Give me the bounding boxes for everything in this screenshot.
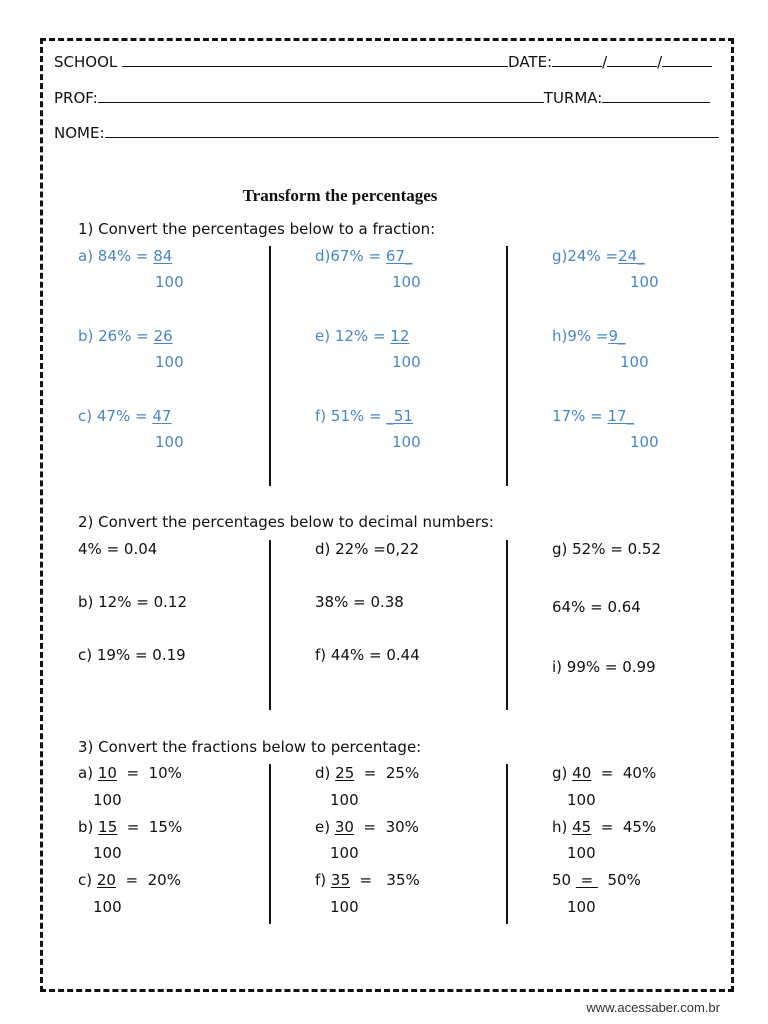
s3-item-f-den: 100 [330,898,359,916]
s2-item: c) 19% = 0.19 [78,646,186,664]
s1-item-d: d)67% = 67_ [315,247,413,265]
s1-item-e: e) 12% = 12 [315,327,410,345]
s3-item-h-den: 100 [567,844,596,862]
s2-item: d) 22% =0,22 [315,540,420,558]
s2-item: 38% = 0.38 [315,593,404,611]
s3-item-c-den: 100 [93,898,122,916]
s3-item-c: c) 20 = 20% [78,871,181,889]
s1-item-f: f) 51% = _51 [315,407,413,425]
column-divider [506,540,508,710]
s1-item-d-den: 100 [392,273,421,291]
s1-item-a-den: 100 [155,273,184,291]
school-row: SCHOOL DATE: / / [54,52,712,71]
s1-item-b-den: 100 [155,353,184,371]
s2-item: g) 52% = 0.52 [552,540,661,558]
s3-item-e: e) 30 = 30% [315,818,419,836]
section3-heading: 3) Convert the fractions below to percentage: [78,738,422,756]
footer-url[interactable]: www.acessaber.com.br [586,1000,720,1015]
s3-item-h: h) 45 = 45% [552,818,657,836]
s1-item-g: g)24% =24_ [552,247,645,265]
s2-item: f) 44% = 0.44 [315,646,420,664]
school-field[interactable] [122,52,508,67]
s3-item-b: b) 15 = 15% [78,818,183,836]
s3-item-i-den: 100 [567,898,596,916]
s2-item: b) 12% = 0.12 [78,593,187,611]
nome-field[interactable] [105,123,719,138]
column-divider [269,764,271,924]
column-divider [506,764,508,924]
turma-label: TURMA: [543,89,603,107]
date-year-field[interactable] [662,52,712,67]
nome-row [54,123,719,142]
section2-heading: 2) Convert the percentages below to decimal numbers: [78,513,494,531]
s3-item-f: f) 35 = 35% [315,871,420,889]
s2-item: 64% = 0.64 [552,598,641,616]
s3-item-a-den: 100 [93,791,122,809]
prof-field[interactable] [98,88,544,103]
turma-field[interactable] [602,88,710,103]
date-label: DATE: [508,53,553,71]
s1-item-c: c) 47% = 47 [78,407,172,425]
s1-item-c-den: 100 [155,433,184,451]
section1-heading: 1) Convert the percentages below to a fraction: [78,220,436,238]
s3-item-i: 50 = 50% [552,871,641,889]
s1-item-i: 17% = 17_ [552,407,635,425]
column-divider [269,540,271,710]
s1-item-i-den: 100 [630,433,659,451]
s1-item-b: b) 26% = 26 [78,327,173,345]
s3-item-b-den: 100 [93,844,122,862]
school-label: SCHOOL [54,53,118,71]
date-month-field[interactable] [607,52,657,67]
s3-item-g-den: 100 [567,791,596,809]
prof-label: PROF: [54,89,98,107]
prof-row [54,88,710,107]
column-divider [506,246,508,486]
s1-item-h: h)9% =9_ [552,327,626,345]
nome-label: NOME: [54,124,105,142]
s3-item-d: d) 25 = 25% [315,764,420,782]
s1-item-h-den: 100 [620,353,649,371]
s2-item: i) 99% = 0.99 [552,658,656,676]
column-divider [269,246,271,486]
worksheet-title: Transform the percentages [242,186,438,205]
s3-item-d-den: 100 [330,791,359,809]
s1-item-e-den: 100 [392,353,421,371]
s1-item-g-den: 100 [630,273,659,291]
s1-item-a: a) 84% = 84 [78,247,173,265]
date-day-field[interactable] [552,52,602,67]
s3-item-a: a) 10 = 10% [78,764,182,782]
s2-item: 4% = 0.04 [78,540,158,558]
s3-item-g: g) 40 = 40% [552,764,657,782]
s1-item-f-den: 100 [392,433,421,451]
s3-item-e-den: 100 [330,844,359,862]
